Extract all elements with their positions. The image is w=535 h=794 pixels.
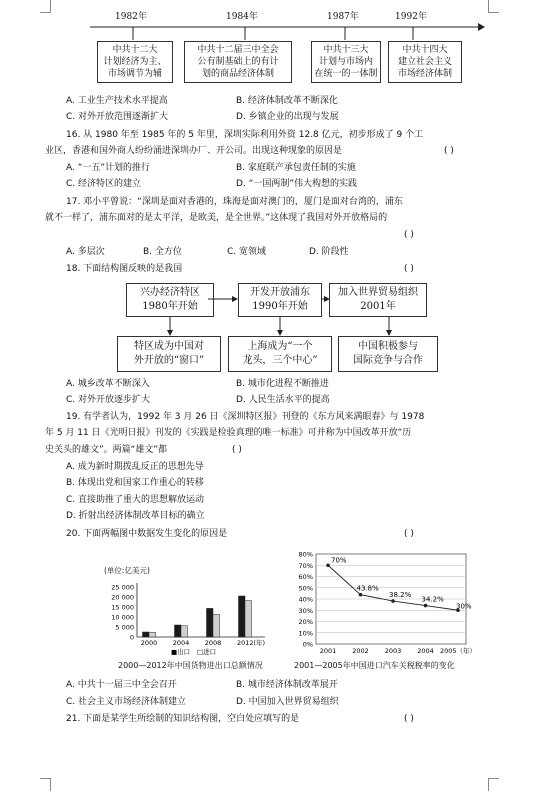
q21-stem: 21. 下面是某学生所绘制的知识结构图，空白处应填写的是: [66, 714, 300, 724]
q18-box-special-zones: 兴办经济特区 1980年开始: [126, 283, 214, 317]
line-y-tick-label: 80%: [298, 550, 313, 559]
q16-option-b[interactable]: B. 家庭联产承包责任制的实施: [236, 163, 356, 173]
tariff-rate-label: 38.2%: [389, 591, 412, 600]
bar-y-tick-label: 10 000: [111, 613, 134, 622]
bar-import: [245, 601, 252, 637]
bar-legend-export: ■出口: [171, 648, 191, 656]
line-y-tick-label: 0%: [302, 640, 313, 649]
timeline-box-1982: 中共十二大 计划经济为主、 市场调节为辅: [97, 41, 173, 83]
line-x-tick-label: 2003: [384, 647, 402, 655]
corner-mark-bottom-right: [488, 778, 499, 791]
timeline-year-1984: 1984年: [226, 12, 258, 22]
q18-box-pudong: 开发开放浦东 1990年开始: [238, 283, 322, 317]
line-y-tick-label: 60%: [298, 573, 313, 581]
bar-export: [207, 608, 214, 637]
q18-box-shanghai: 上海成为“一个 龙头，三个中心”: [228, 336, 332, 372]
bar-y-tick-label: 0: [129, 633, 134, 642]
tariff-rate-point: [391, 599, 395, 603]
line-x-tick-label: 2005（年）: [439, 647, 477, 655]
q16-option-c[interactable]: C. 经济特区的建立: [66, 179, 142, 189]
q20-option-c[interactable]: C. 社会主义市场经济体制建立: [66, 697, 187, 707]
q16-stem-line2: 业区，香港和国外商人纷纷涌进深圳办厂、开公司。出现这种现象的原因是: [45, 146, 343, 156]
bar-export: [143, 632, 150, 637]
q18-option-d[interactable]: D. 人民生活水平的提高: [236, 395, 330, 405]
bar-chart-title: 2000—2012年中国货物进出口总额情况: [118, 661, 263, 670]
line-y-tick-label: 50%: [298, 584, 313, 593]
q18-answer-paren[interactable]: ( ): [404, 264, 414, 274]
bar-chart-unit-label: (单位:亿美元): [104, 566, 150, 575]
timeline-box-1992: 中共十四大 建立社会主义 市场经济体制: [388, 41, 462, 83]
q19-option-d[interactable]: D. 折射出经济体制改革目标的确立: [66, 511, 205, 521]
q18-box-competition: 中国积极参与 国际竞争与合作: [338, 336, 438, 372]
corner-mark-top-left: [40, 0, 51, 13]
q21-answer-paren[interactable]: ( ): [404, 714, 414, 724]
q18-option-a[interactable]: A. 城乡改革不断深入: [66, 379, 150, 389]
q16-option-d[interactable]: D. “一国两制”伟大构想的实践: [236, 179, 357, 189]
q20-option-d[interactable]: D. 中国加入世界贸易组织: [236, 697, 339, 707]
timeline-year-1987: 1987年: [327, 12, 359, 22]
q19-option-a[interactable]: A. 成为新时期拨乱反正的思想先导: [66, 462, 204, 472]
timeline-box-1987: 中共十三大 计划与市场内 在统一的一体制: [311, 41, 381, 83]
tariff-rate-label: 30%: [456, 602, 472, 611]
line-x-tick-label: 2001: [319, 647, 337, 655]
q18-box-wto: 加入世界贸易组织 2001年: [329, 283, 427, 317]
timeline-box-1984: 中共十二届三中全会 公有制基础上的有计 划的商品经济体制: [184, 41, 292, 83]
line-y-tick-label: 30%: [298, 606, 313, 615]
q18-box-window: 特区成为中国对 外开放的“窗口”: [117, 336, 221, 372]
bar-x-tick-label: 2000: [140, 639, 158, 647]
q17-option-d[interactable]: D. 阶段性: [309, 247, 349, 257]
timeline-year-1982: 1982年: [115, 12, 147, 22]
tariff-rate-label: 34.2%: [421, 595, 444, 604]
bar-legend-import: □进口: [197, 648, 217, 656]
q17-option-b[interactable]: B. 全方位: [143, 247, 182, 257]
q20-option-a[interactable]: A. 中共十一届三中全会召开: [66, 680, 177, 690]
q18-option-b[interactable]: B. 城市化进程不断推进: [236, 379, 329, 389]
q17-option-a[interactable]: A. 多层次: [66, 247, 105, 257]
q18-option-c[interactable]: C. 对外开放逐步扩大: [66, 395, 151, 405]
tariff-rate-label: 70%: [331, 556, 347, 565]
line-chart-svg: [290, 548, 490, 658]
q15-option-d[interactable]: D. 乡镇企业的出现与发展: [236, 112, 339, 122]
bar-import: [181, 626, 188, 637]
tariff-rate-point: [424, 604, 428, 608]
q17-stem-line2: 就不一样了，浦东面对的是太平洋，是欧美，是全世界。”这体现了我国对外开放格局的: [45, 213, 388, 223]
q16-stem-line1: 16. 从 1980 年至 1985 年的 5 年里，深圳实际利用外资 12.8 亿元，初步形成了 9 个工: [66, 130, 424, 140]
bar-export: [175, 625, 182, 637]
corner-mark-bottom-left: [40, 778, 51, 791]
bar-x-tick-label: 2008: [204, 639, 222, 647]
q15-option-b[interactable]: B. 经济体制改革不断深化: [236, 96, 338, 106]
q19-option-c[interactable]: C. 直接助推了重大的思想解放运动: [66, 495, 205, 505]
q20-answer-paren[interactable]: ( ): [404, 529, 414, 539]
line-x-tick-label: 2004: [417, 647, 434, 655]
q19-option-b[interactable]: B. 体现出党和国家工作重心的转移: [66, 478, 204, 488]
line-y-tick-label: 10%: [298, 629, 313, 638]
bar-y-tick-label: 20 000: [111, 593, 134, 602]
tariff-rate-point: [326, 563, 330, 567]
tariff-rate-point: [359, 593, 363, 597]
line-y-tick-label: 70%: [298, 561, 313, 570]
q19-stem-line1: 19. 有学者认为，1992 年 3 月 26 日《深圳特区报》刊登的《东方风来满眼春》与 1978: [66, 412, 425, 422]
q15-option-a[interactable]: A. 工业生产技术水平提高: [66, 96, 168, 106]
bar-import: [149, 632, 156, 637]
bar-export: [239, 596, 246, 637]
tariff-rate-label: 43.8%: [356, 584, 379, 593]
line-y-tick-label: 20%: [298, 618, 313, 626]
q17-option-c[interactable]: C. 宽领域: [227, 247, 267, 257]
bar-y-tick-label: 15 000: [111, 603, 134, 612]
bar-x-tick-label: 2012(年): [236, 639, 266, 647]
corner-mark-top-right: [488, 0, 499, 13]
bar-import: [213, 614, 220, 637]
line-x-tick-label: 2002: [352, 647, 369, 655]
q16-answer-paren[interactable]: ( ): [444, 146, 454, 156]
q15-option-c[interactable]: C. 对外开放范围逐渐扩大: [66, 112, 169, 122]
timeline-year-1992: 1992年: [395, 12, 427, 22]
line-chart-title: 2001—2005年中国进口汽车关税税率的变化: [294, 661, 455, 670]
bar-y-tick-label: 25 000: [111, 583, 134, 592]
q17-answer-paren[interactable]: ( ): [404, 230, 414, 240]
bar-chart-svg: [95, 575, 285, 660]
q17-stem-line1: 17. 邓小平曾说：“深圳是面对香港的，珠海是面对澳门的，厦门是面对台湾的，浦东: [66, 197, 403, 207]
q19-answer-paren[interactable]: ( ): [232, 445, 242, 455]
q19-stem-line3: 史关头的雄文”。两篇“雄文”都: [45, 445, 167, 455]
q20-stem: 20. 下面两幅图中数据发生变化的原因是: [66, 529, 228, 539]
bar-y-tick-label: 5 000: [115, 623, 134, 632]
line-y-tick-label: 40%: [298, 595, 313, 604]
q18-stem: 18. 下面结构图反映的是我国: [66, 264, 183, 274]
q20-option-b[interactable]: B. 城市经济体制改革展开: [236, 680, 338, 690]
q19-stem-line2: 年 5 月 11 日《光明日报》刊发的《实践是检验真理的唯一标准》可并称为中国改革开放“历: [45, 428, 412, 438]
bar-x-tick-label: 2004: [172, 639, 190, 647]
q16-option-a[interactable]: A. “一五”计划的推行: [66, 163, 151, 173]
